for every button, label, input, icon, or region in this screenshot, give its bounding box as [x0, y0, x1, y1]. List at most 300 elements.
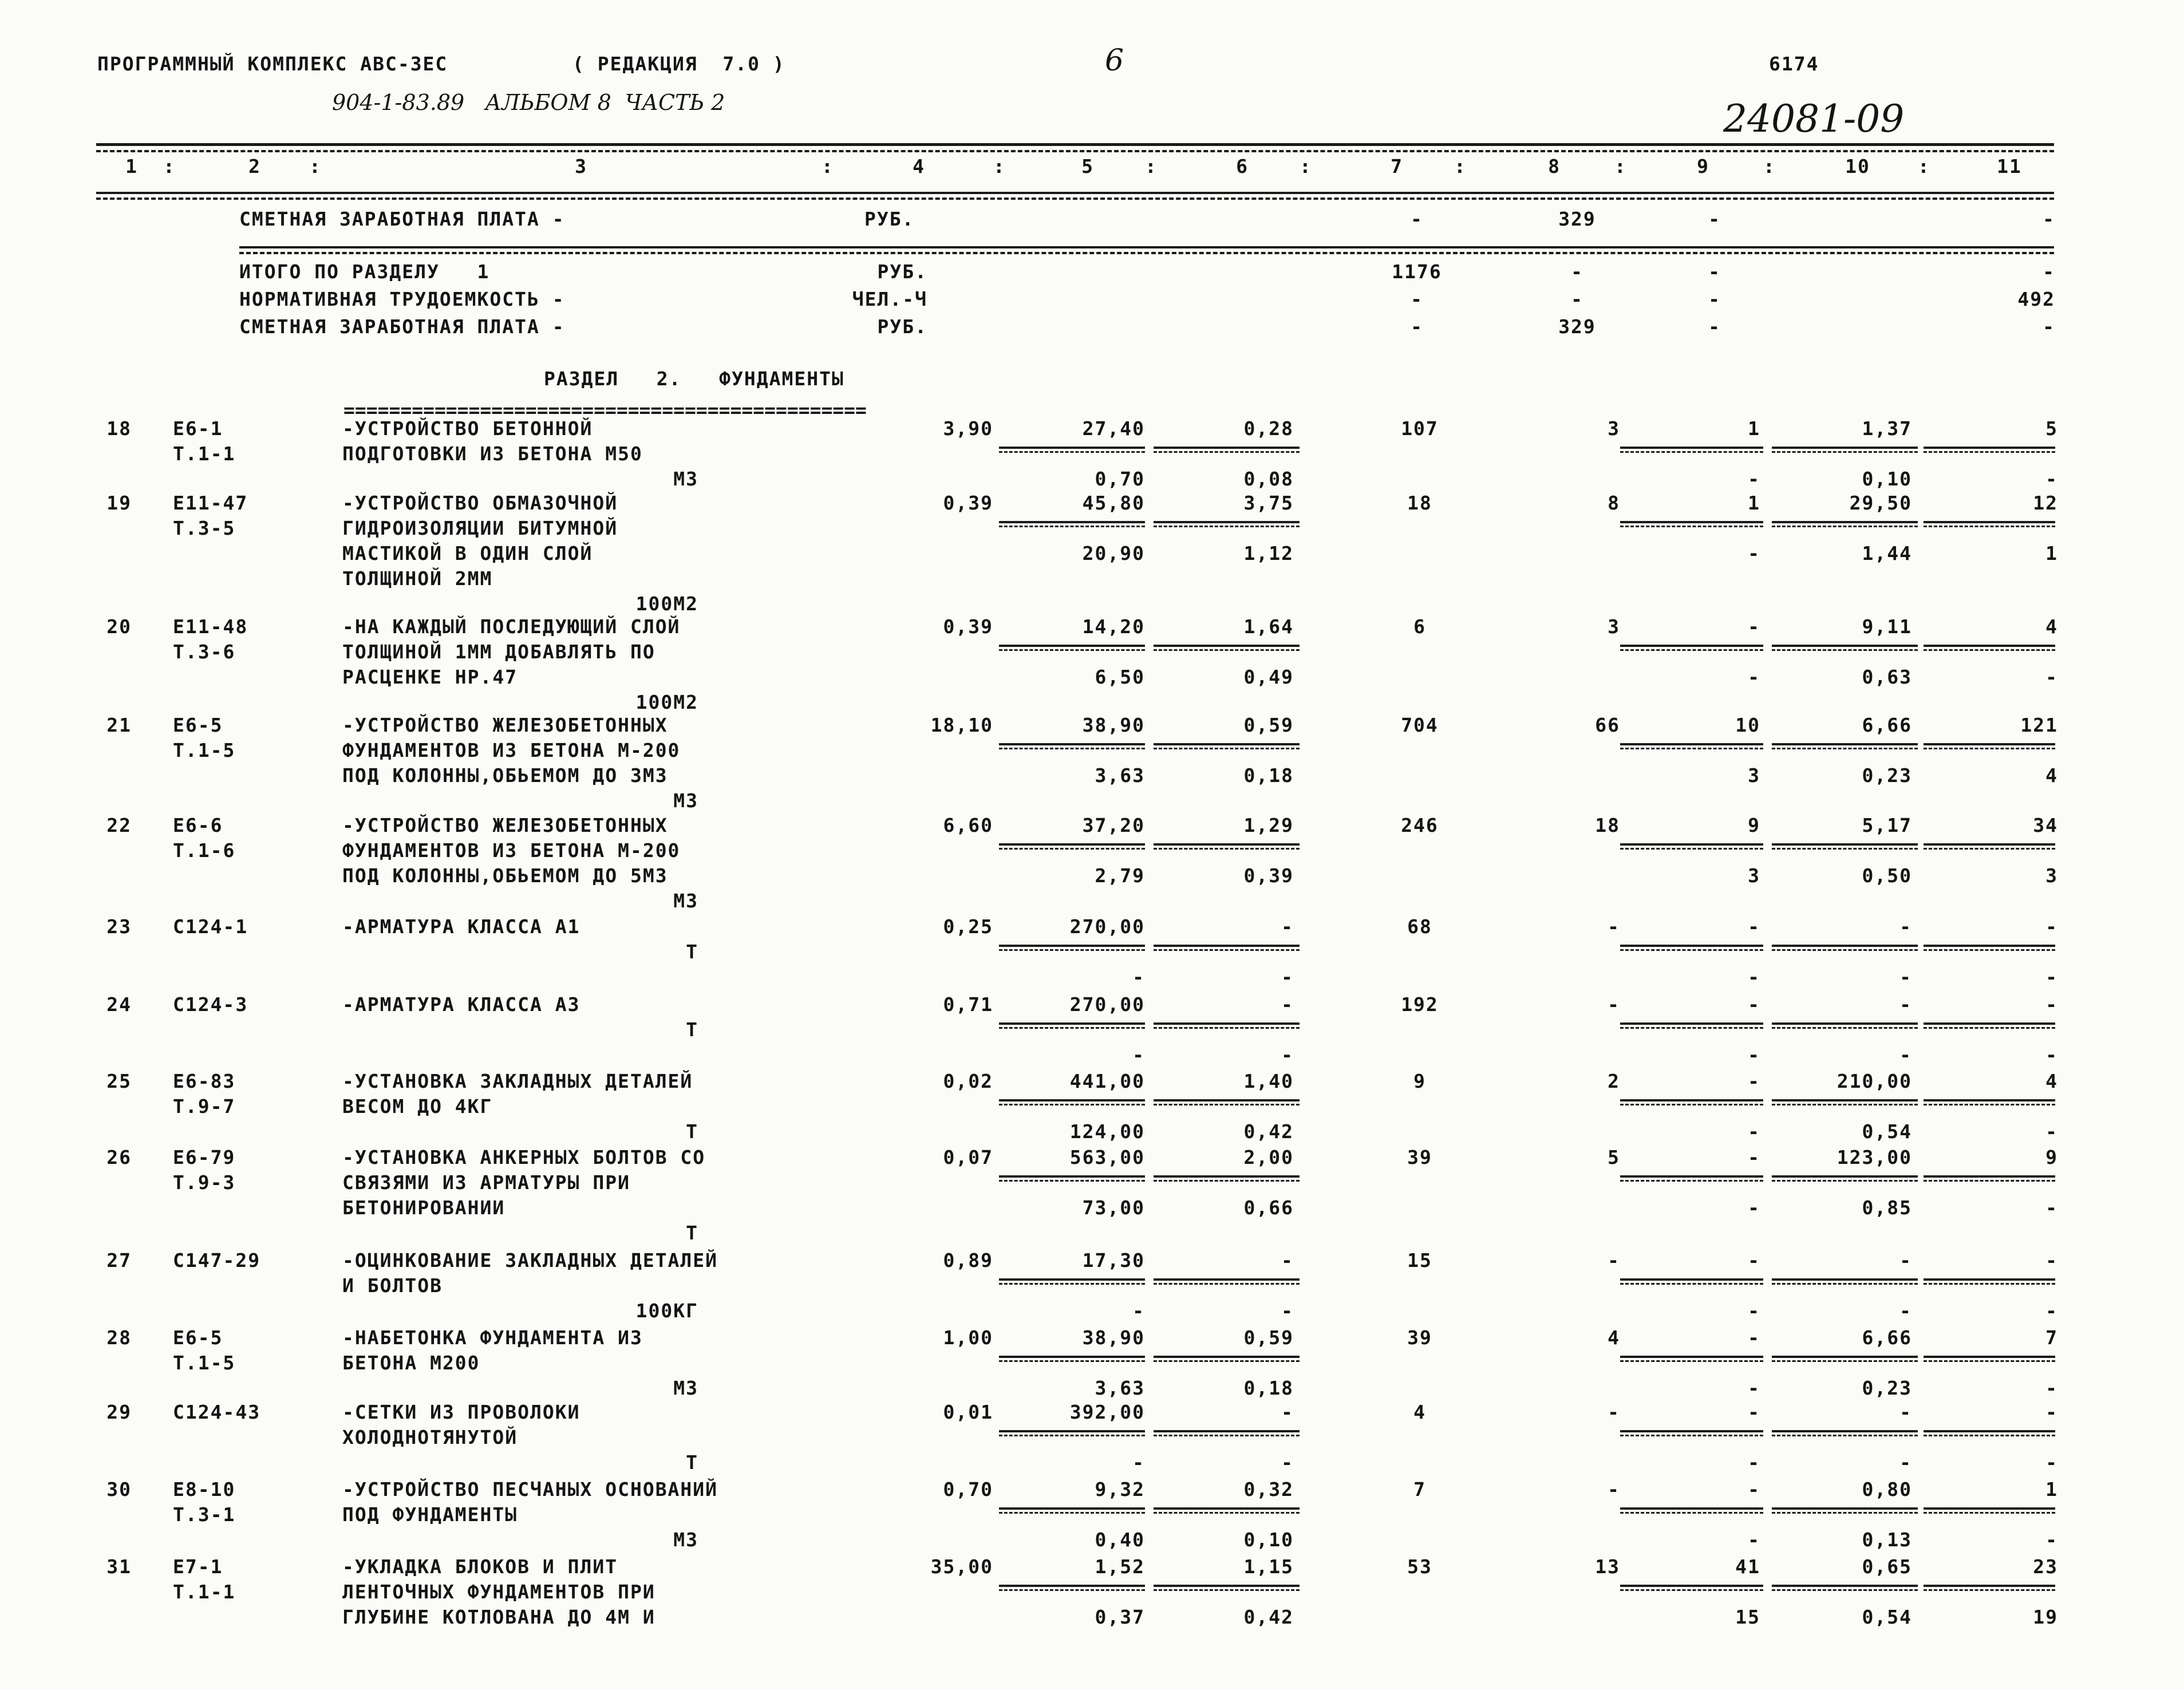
row-number: 18: [106, 417, 132, 440]
column-separator: :: [1300, 155, 1312, 177]
column-number: 3: [575, 155, 587, 177]
row-c10-secondary: 0,54: [1862, 1606, 1912, 1628]
value-rule: [999, 1104, 1145, 1105]
row-code: С124-1: [173, 915, 248, 938]
row-description: -УСТАНОВКА ЗАКЛАДНЫХ ДЕТАЛЕЙ: [342, 1070, 693, 1092]
total-c8: -: [1571, 288, 1583, 310]
row-description: ПОД КОЛОННЫ,ОБЬЕМОМ ДО 3М3: [342, 764, 668, 787]
row-number: 31: [106, 1555, 132, 1578]
row-c8: 4: [1608, 1326, 1620, 1349]
row-c10: 6,66: [1862, 714, 1912, 736]
row-c11-secondary: -: [2045, 1044, 2058, 1066]
value-rule: [999, 1435, 1145, 1436]
row-c6: 0,59: [1243, 1326, 1294, 1349]
value-rule: [1154, 1512, 1300, 1514]
row-description: СВЯЗЯМИ ИЗ АРМАТУРЫ ПРИ: [342, 1171, 630, 1194]
row-code: Е6-5: [173, 1326, 223, 1349]
row-c5: 38,90: [1082, 1326, 1145, 1349]
row-quantity: 0,89: [943, 1249, 993, 1272]
row-c6: 0,28: [1243, 417, 1294, 440]
row-c10: 123,00: [1837, 1146, 1912, 1168]
row-c10: 29,50: [1849, 492, 1912, 514]
row-c5: 27,40: [1082, 417, 1145, 440]
row-c6-secondary: -: [1281, 1044, 1294, 1066]
row-description: -НА КАЖДЫЙ ПОСЛЕДУЮЩИЙ СЛОЙ: [342, 615, 681, 638]
row-code: Е6-79: [173, 1146, 236, 1168]
total-unit: РУБ.: [877, 260, 927, 283]
row-c5: 270,00: [1069, 993, 1145, 1016]
row-description: -ОЦИНКОВАНИЕ ЗАКЛАДНЫХ ДЕТАЛЕЙ: [342, 1249, 718, 1272]
value-rule: [1924, 848, 2055, 850]
column-separator: :: [1918, 155, 1930, 177]
value-rule: [1620, 1512, 1763, 1514]
value-rule: [1154, 743, 1300, 745]
value-rule: [1154, 1283, 1300, 1285]
value-rule: [999, 1278, 1145, 1281]
value-rule: [1924, 447, 2055, 449]
value-rule: [1924, 945, 2055, 947]
column-separator: :: [1763, 155, 1776, 177]
value-rule: [999, 645, 1145, 647]
row-c10-secondary: 0,13: [1862, 1529, 1912, 1551]
row-c6-secondary: -: [1281, 966, 1294, 988]
value-rule: [1772, 1175, 1918, 1178]
row-c9-secondary: -: [1748, 1044, 1760, 1066]
value-rule: [1924, 743, 2055, 745]
row-c5-secondary: 6,50: [1095, 666, 1145, 688]
row-code: Е11-48: [173, 615, 248, 638]
value-rule: [1772, 1022, 1918, 1025]
row-description: -УКЛАДКА БЛОКОВ И ПЛИТ: [342, 1555, 618, 1578]
value-rule: [1772, 1360, 1918, 1362]
row-c11-secondary: 4: [2045, 764, 2058, 787]
row-c9: -: [1748, 993, 1760, 1016]
row-c8: 18: [1595, 814, 1620, 836]
value-rule: [1620, 1589, 1763, 1591]
value-rule: [1772, 521, 1918, 523]
row-description: ГИДРОИЗОЛЯЦИИ БИТУМНОЙ: [342, 517, 618, 539]
row-c11: 121: [2020, 714, 2058, 736]
row-c7: 9: [1413, 1070, 1426, 1092]
row-c9: -: [1748, 1249, 1760, 1272]
row-c8: -: [1608, 1249, 1620, 1272]
row-description: ТОЛЩИНОЙ 1ММ ДОБАВЛЯТЬ ПО: [342, 641, 655, 663]
value-rule: [999, 526, 1145, 527]
row-c7: 39: [1407, 1326, 1432, 1349]
row-c11: 1: [2045, 1478, 2058, 1501]
row-c6-secondary: 1,12: [1243, 542, 1294, 564]
row-c6: 3,75: [1243, 492, 1294, 514]
column-separator: :: [993, 155, 1006, 177]
value-rule: [1154, 1278, 1300, 1281]
value-rule: [1924, 843, 2055, 846]
value-rule: [1772, 451, 1918, 453]
row-c5-secondary: 20,90: [1082, 542, 1145, 564]
value-rule: [1154, 1356, 1300, 1358]
row-c5: 9,32: [1095, 1478, 1145, 1501]
row-unit: Т: [686, 941, 698, 963]
row-c6-secondary: 0,08: [1243, 468, 1294, 490]
value-rule: [1924, 1099, 2055, 1101]
row-description: -УСТРОЙСТВО ПЕСЧАНЫХ ОСНОВАНИЙ: [342, 1478, 718, 1501]
value-rule: [1154, 848, 1300, 850]
row-c8: 3: [1608, 417, 1620, 440]
value-rule: [1620, 1360, 1763, 1362]
row-c9: -: [1748, 1478, 1760, 1501]
value-rule: [1154, 1104, 1300, 1105]
row-c5: 17,30: [1082, 1249, 1145, 1272]
row-c5: 37,20: [1082, 814, 1145, 836]
value-rule: [1620, 748, 1763, 749]
value-rule: [1924, 748, 2055, 749]
value-rule: [999, 1512, 1145, 1514]
row-code: С124-3: [173, 993, 248, 1016]
value-rule: [1620, 843, 1763, 846]
row-quantity: 0,07: [943, 1146, 993, 1168]
row-code: Е6-1: [173, 417, 223, 440]
value-rule: [999, 1099, 1145, 1101]
row-c11: -: [2045, 1249, 2058, 1272]
value-rule: [1924, 526, 2055, 527]
row-code: Е8-10: [173, 1478, 236, 1501]
column-separator: :: [309, 155, 322, 177]
row-c11-secondary: 3: [2045, 864, 2058, 887]
value-rule: [1772, 1435, 1918, 1436]
row-number: 20: [106, 615, 132, 638]
row-c8: 8: [1608, 492, 1620, 514]
row-c10: 0,80: [1862, 1478, 1912, 1501]
row-quantity: 35,00: [930, 1555, 993, 1578]
row-quantity: 18,10: [930, 714, 993, 736]
value-rule: [1772, 949, 1918, 951]
value-rule: [1620, 645, 1763, 647]
row-c9-secondary: 3: [1748, 864, 1760, 887]
value-rule: [1772, 645, 1918, 647]
total-unit: РУБ.: [877, 315, 927, 338]
row-c7: 192: [1401, 993, 1439, 1016]
row-c5: 441,00: [1069, 1070, 1145, 1092]
row-quantity: 6,60: [943, 814, 993, 836]
row-code: С147-29: [173, 1249, 261, 1272]
value-rule: [1154, 1027, 1300, 1029]
row-c6-secondary: 0,42: [1243, 1606, 1294, 1628]
row-c9: -: [1748, 1326, 1760, 1349]
value-rule: [999, 743, 1145, 745]
row-c6-secondary: 0,39: [1243, 864, 1294, 887]
row-c9-secondary: -: [1748, 542, 1760, 564]
value-rule: [1924, 649, 2055, 651]
row-number: 27: [106, 1249, 132, 1272]
total-c11: -: [2043, 315, 2055, 338]
value-rule: [1154, 1360, 1300, 1362]
row-quantity: 1,00: [943, 1326, 993, 1349]
row-c5-secondary: 73,00: [1082, 1197, 1145, 1219]
row-c6: -: [1281, 915, 1294, 938]
value-rule: [1772, 945, 1918, 947]
row-description: ХОЛОДНОТЯНУТОЙ: [342, 1426, 518, 1448]
row-c11: -: [2045, 993, 2058, 1016]
total-c7: -: [1411, 288, 1423, 310]
value-rule: [1620, 1027, 1763, 1029]
value-rule: [1154, 645, 1300, 647]
row-c8: 5: [1608, 1146, 1620, 1168]
value-rule: [1924, 645, 2055, 647]
total-c9: -: [1708, 260, 1721, 283]
row-c10-secondary: -: [1899, 966, 1912, 988]
row-description: -АРМАТУРА КЛАССА А1: [342, 915, 580, 938]
row-c6: 1,15: [1243, 1555, 1294, 1578]
row-c10-secondary: 0,85: [1862, 1197, 1912, 1219]
row-c10-secondary: -: [1899, 1451, 1912, 1474]
row-c11-secondary: 1: [2045, 542, 2058, 564]
value-rule: [1620, 649, 1763, 651]
value-rule: [1924, 1278, 2055, 1281]
summary-label: СМЕТНАЯ ЗАРАБОТНАЯ ПЛАТА -: [239, 208, 565, 230]
value-rule: [1772, 1356, 1918, 1358]
value-rule: [1154, 1180, 1300, 1182]
row-description: -УСТРОЙСТВО ОБМАЗОЧНОЙ: [342, 492, 618, 514]
row-c5-secondary: 3,63: [1095, 1377, 1145, 1399]
row-c11-secondary: -: [2045, 1529, 2058, 1551]
row-code: Е6-83: [173, 1070, 236, 1092]
row-c10-secondary: 0,10: [1862, 468, 1912, 490]
value-rule: [1924, 521, 2055, 523]
total-label: ИТОГО ПО РАЗДЕЛУ 1: [239, 260, 490, 283]
row-description: -УСТРОЙСТВО БЕТОННОЙ: [342, 417, 593, 440]
row-c11-secondary: -: [2045, 468, 2058, 490]
row-c10-secondary: 0,54: [1862, 1120, 1912, 1143]
row-unit: Т: [686, 1222, 698, 1244]
row-c9: 9: [1748, 814, 1760, 836]
row-unit: Т: [686, 1451, 698, 1474]
row-c8: 13: [1595, 1555, 1620, 1578]
row-c11: -: [2045, 915, 2058, 938]
table-top-rule: [96, 143, 2054, 146]
value-rule: [1772, 1507, 1918, 1510]
row-c9-secondary: -: [1748, 1451, 1760, 1474]
row-c7: 18: [1407, 492, 1432, 514]
value-rule: [1924, 1435, 2055, 1436]
total-unit: ЧЕЛ.-Ч: [852, 288, 927, 310]
row-c8: -: [1608, 1478, 1620, 1501]
row-c5: 1,52: [1095, 1555, 1145, 1578]
value-rule: [1772, 743, 1918, 745]
value-rule: [999, 1589, 1145, 1591]
row-description: -НАБЕТОНКА ФУНДАМЕНТА ИЗ: [342, 1326, 643, 1349]
row-quantity: 0,02: [943, 1070, 993, 1092]
value-rule: [999, 1430, 1145, 1432]
value-rule: [999, 1360, 1145, 1362]
row-c10-secondary: 0,50: [1862, 864, 1912, 887]
row-c6: -: [1281, 1401, 1294, 1423]
value-rule: [1154, 649, 1300, 651]
row-c5-secondary: 2,79: [1095, 864, 1145, 887]
row-code: С124-43: [173, 1401, 261, 1423]
value-rule: [1154, 1430, 1300, 1432]
row-c5: 38,90: [1082, 714, 1145, 736]
row-c11-secondary: -: [2045, 966, 2058, 988]
value-rule: [1772, 1104, 1918, 1105]
value-rule: [999, 949, 1145, 951]
row-unit: М3: [673, 468, 698, 490]
row-description: ВЕСОМ ДО 4КГ: [342, 1095, 493, 1118]
row-c11-secondary: -: [2045, 1120, 2058, 1143]
section-underline: ==============================================: [343, 399, 867, 421]
row-c11-secondary: 19: [2033, 1606, 2058, 1628]
row-c5-secondary: -: [1132, 1451, 1145, 1474]
row-description: ТОЛЩИНОЙ 2ММ: [342, 567, 493, 590]
row-c5-secondary: 0,37: [1095, 1606, 1145, 1628]
value-rule: [999, 1022, 1145, 1025]
value-rule: [1620, 1180, 1763, 1182]
value-rule: [1924, 1360, 2055, 1362]
value-rule: [1924, 1283, 2055, 1285]
row-c9-secondary: -: [1748, 1300, 1760, 1322]
row-c6: 1,29: [1243, 814, 1294, 836]
row-c8: 66: [1595, 714, 1620, 736]
value-rule: [1154, 1589, 1300, 1591]
value-rule: [999, 843, 1145, 846]
row-table-ref: Т.1-6: [173, 839, 236, 862]
row-c7: 704: [1401, 714, 1439, 736]
value-rule: [1924, 1589, 2055, 1591]
row-quantity: 0,25: [943, 915, 993, 938]
column-separator: :: [1454, 155, 1467, 177]
value-rule: [1620, 447, 1763, 449]
value-rule: [1772, 1589, 1918, 1591]
value-rule: [1620, 848, 1763, 850]
summary-c7: -: [1411, 208, 1423, 230]
row-c5-secondary: 3,63: [1095, 764, 1145, 787]
row-quantity: 0,71: [943, 993, 993, 1016]
value-rule: [1772, 1180, 1918, 1182]
value-rule: [1772, 748, 1918, 749]
column-separator: :: [1145, 155, 1158, 177]
row-c6-secondary: 0,49: [1243, 666, 1294, 688]
value-rule: [1154, 949, 1300, 951]
row-c11: 23: [2033, 1555, 2058, 1578]
row-c11-secondary: -: [2045, 666, 2058, 688]
row-c9: -: [1748, 915, 1760, 938]
value-rule: [1924, 1507, 2055, 1510]
row-c5: 14,20: [1082, 615, 1145, 638]
value-rule: [1620, 949, 1763, 951]
row-c8: -: [1608, 915, 1620, 938]
row-c9-secondary: 15: [1735, 1606, 1760, 1628]
row-quantity: 0,39: [943, 492, 993, 514]
value-rule: [1620, 1585, 1763, 1587]
value-rule: [1924, 1585, 2055, 1587]
row-number: 29: [106, 1401, 132, 1423]
row-unit: 100М2: [635, 691, 698, 713]
row-c9-secondary: 3: [1748, 764, 1760, 787]
row-code: Е6-6: [173, 814, 223, 836]
row-number: 28: [106, 1326, 132, 1349]
row-table-ref: Т.1-1: [173, 1581, 236, 1603]
row-description: ПОД ФУНДАМЕНТЫ: [342, 1503, 518, 1526]
column-number: 11: [1997, 155, 2022, 177]
total-c11: -: [2043, 260, 2055, 283]
value-rule: [1772, 447, 1918, 449]
row-c11: 12: [2033, 492, 2058, 514]
row-number: 25: [106, 1070, 132, 1092]
row-c10-secondary: -: [1899, 1044, 1912, 1066]
row-description: ПОД КОЛОННЫ,ОБЬЕМОМ ДО 5М3: [342, 864, 668, 887]
row-c8: -: [1608, 1401, 1620, 1423]
value-rule: [1620, 1278, 1763, 1281]
value-rule: [1924, 1356, 2055, 1358]
value-rule: [999, 451, 1145, 453]
row-c6-secondary: 0,18: [1243, 1377, 1294, 1399]
summary-c8: 329: [1558, 208, 1596, 230]
row-c8: 3: [1608, 615, 1620, 638]
row-c5-secondary: 0,40: [1095, 1529, 1145, 1551]
program-name: ПРОГРАММНЫЙ КОМПЛЕКС АВС-3ЕС: [97, 53, 448, 75]
total-label: НОРМАТИВНАЯ ТРУДОЕМКОСТЬ -: [239, 288, 565, 310]
value-rule: [999, 1175, 1145, 1178]
row-number: 23: [106, 915, 132, 938]
value-rule: [1772, 649, 1918, 651]
row-c6-secondary: -: [1281, 1451, 1294, 1474]
row-c11: 9: [2045, 1146, 2058, 1168]
summary-unit: РУБ.: [864, 208, 915, 230]
row-table-ref: Т.3-1: [173, 1503, 236, 1526]
row-c9: 41: [1735, 1555, 1760, 1578]
row-c6-secondary: 0,18: [1243, 764, 1294, 787]
row-c7: 7: [1413, 1478, 1426, 1501]
row-description: РАСЦЕНКЕ НР.47: [342, 666, 518, 688]
row-c5-secondary: 124,00: [1069, 1120, 1145, 1143]
row-c9: -: [1748, 615, 1760, 638]
row-table-ref: Т.3-5: [173, 517, 236, 539]
row-c10-secondary: 0,23: [1862, 764, 1912, 787]
row-code: Е7-1: [173, 1555, 223, 1578]
row-c7: 39: [1407, 1146, 1432, 1168]
value-rule: [999, 1027, 1145, 1029]
column-number: 4: [913, 155, 925, 177]
row-c6: 0,32: [1243, 1478, 1294, 1501]
row-description: -УСТАНОВКА АНКЕРНЫХ БОЛТОВ СО: [342, 1146, 706, 1168]
row-c6: -: [1281, 993, 1294, 1016]
value-rule: [999, 521, 1145, 523]
summary-rule: [239, 246, 2054, 248]
row-number: 21: [106, 714, 132, 736]
row-c9-secondary: -: [1748, 468, 1760, 490]
total-c8: 329: [1558, 315, 1596, 338]
row-description: БЕТОНА М200: [342, 1352, 480, 1374]
value-rule: [1620, 1283, 1763, 1285]
row-c9-secondary: -: [1748, 666, 1760, 688]
value-rule: [1620, 526, 1763, 527]
row-unit: М3: [673, 789, 698, 812]
table-top-rule-2: [96, 150, 2054, 152]
value-rule: [1620, 521, 1763, 523]
row-c7: 6: [1413, 615, 1426, 638]
row-code: Е6-5: [173, 714, 223, 736]
value-rule: [999, 447, 1145, 449]
value-rule: [1154, 1435, 1300, 1436]
value-rule: [1154, 945, 1300, 947]
value-rule: [1620, 1430, 1763, 1432]
row-c11-secondary: -: [2045, 1377, 2058, 1399]
value-rule: [1924, 1180, 2055, 1182]
document-number: 24081-09: [1723, 97, 1905, 141]
value-rule: [1772, 1027, 1918, 1029]
row-c7: 53: [1407, 1555, 1432, 1578]
value-rule: [1620, 945, 1763, 947]
value-rule: [1154, 1099, 1300, 1101]
value-rule: [1924, 1430, 2055, 1432]
